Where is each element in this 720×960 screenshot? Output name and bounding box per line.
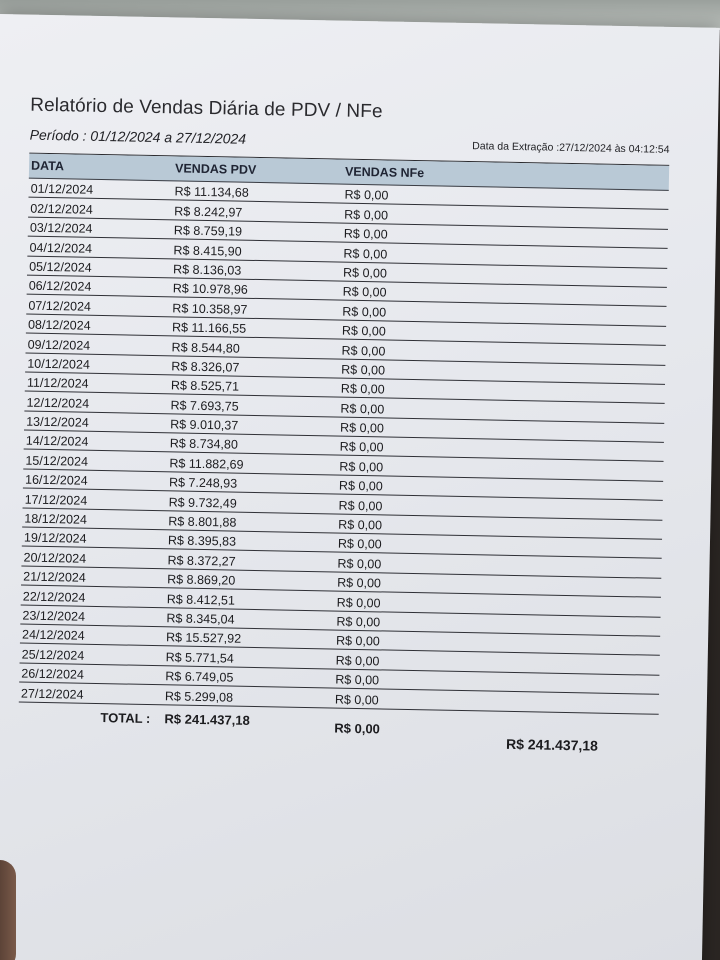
row-date: 15/12/2024 — [25, 453, 89, 469]
row-date: 04/12/2024 — [29, 240, 93, 256]
row-pdv: R$ 5.299,08 — [164, 688, 234, 705]
row-nfe: R$ 0,00 — [343, 246, 388, 262]
row-date: 26/12/2024 — [21, 666, 85, 682]
header-nfe: VENDAS NFe — [344, 164, 425, 181]
row-nfe: R$ 0,00 — [336, 614, 381, 630]
row-pdv: R$ 9.732,49 — [168, 494, 237, 511]
row-nfe: R$ 0,00 — [338, 478, 383, 494]
row-nfe: R$ 0,00 — [344, 207, 389, 223]
row-pdv: R$ 11.134,68 — [174, 184, 249, 201]
report-title: Relatório de Vendas Diária de PDV / NFe — [30, 94, 383, 123]
row-date: 25/12/2024 — [21, 647, 85, 663]
row-nfe: R$ 0,00 — [339, 459, 384, 475]
row-date: 07/12/2024 — [28, 298, 92, 314]
row-date: 06/12/2024 — [28, 278, 92, 295]
row-pdv: R$ 9.010,37 — [170, 417, 239, 433]
row-nfe: R$ 0,00 — [337, 575, 382, 591]
sales-report — [18, 95, 670, 755]
row-date: 16/12/2024 — [24, 472, 88, 489]
row-nfe: R$ 0,00 — [335, 633, 380, 649]
row-date: 09/12/2024 — [27, 337, 91, 353]
row-nfe: R$ 0,00 — [337, 537, 382, 552]
row-nfe: R$ 0,00 — [338, 498, 383, 514]
row-nfe: R$ 0,00 — [340, 381, 385, 397]
row-pdv: R$ 8.242,97 — [174, 204, 243, 220]
total-nfe: R$ 0,00 — [334, 720, 381, 736]
row-pdv: R$ 8.372,27 — [167, 553, 236, 569]
row-pdv: R$ 8.525,71 — [170, 378, 240, 394]
row-pdv: R$ 8.326,07 — [171, 359, 240, 375]
row-pdv: R$ 8.801,88 — [168, 514, 237, 530]
row-pdv: R$ 8.734,80 — [169, 436, 239, 453]
row-date: 12/12/2024 — [26, 395, 90, 411]
table-body — [19, 179, 669, 715]
row-pdv: R$ 11.166,55 — [171, 320, 247, 336]
row-nfe: R$ 0,00 — [342, 304, 387, 320]
row-nfe: R$ 0,00 — [337, 556, 382, 572]
row-date: 27/12/2024 — [20, 686, 84, 702]
row-nfe: R$ 0,00 — [343, 226, 388, 242]
row-pdv: R$ 6.749,05 — [165, 669, 234, 685]
row-pdv: R$ 10.358,97 — [172, 301, 248, 317]
row-nfe: R$ 0,00 — [341, 323, 386, 339]
row-date: 02/12/2024 — [30, 201, 93, 217]
grand-total: R$ 241.437,18 — [505, 735, 599, 754]
row-pdv: R$ 8.869,20 — [167, 572, 236, 588]
row-date: 21/12/2024 — [23, 569, 86, 585]
finger — [0, 860, 16, 960]
row-date: 03/12/2024 — [29, 220, 93, 236]
row-pdv: R$ 8.345,04 — [166, 611, 235, 627]
row-date: 22/12/2024 — [22, 589, 86, 605]
row-nfe: R$ 0,00 — [335, 672, 380, 688]
row-pdv: R$ 8.136,03 — [172, 262, 242, 278]
row-date: 17/12/2024 — [24, 492, 88, 508]
row-date: 14/12/2024 — [25, 434, 89, 450]
row-pdv: R$ 15.527,92 — [165, 630, 242, 647]
row-nfe: R$ 0,00 — [339, 420, 385, 436]
row-date: 20/12/2024 — [23, 550, 87, 566]
header-date: DATA — [30, 158, 65, 174]
row-nfe: R$ 0,00 — [344, 188, 389, 203]
row-nfe: R$ 0,00 — [342, 265, 388, 281]
row-nfe: R$ 0,00 — [336, 595, 381, 611]
row-date: 10/12/2024 — [27, 356, 90, 372]
extraction-date: Data da Extração :27/12/2024 às 04:12:54 — [472, 140, 670, 156]
row-nfe: R$ 0,00 — [334, 692, 379, 707]
row-nfe: R$ 0,00 — [339, 440, 384, 455]
row-nfe: R$ 0,00 — [341, 343, 386, 358]
row-pdv: R$ 7.248,93 — [168, 475, 238, 491]
row-date: 11/12/2024 — [26, 375, 89, 392]
row-date: 05/12/2024 — [29, 259, 92, 275]
row-pdv: R$ 8.412,51 — [166, 591, 236, 608]
row-date: 08/12/2024 — [27, 317, 91, 333]
row-nfe: R$ 0,00 — [342, 284, 387, 300]
row-nfe: R$ 0,00 — [338, 517, 383, 533]
row-date: 23/12/2024 — [22, 608, 86, 624]
row-date: 24/12/2024 — [21, 627, 85, 644]
report-paper — [0, 14, 720, 960]
row-pdv: R$ 8.544,80 — [171, 339, 240, 356]
row-nfe: R$ 0,00 — [341, 362, 386, 378]
row-date: 01/12/2024 — [30, 182, 94, 198]
row-nfe: R$ 0,00 — [335, 653, 380, 669]
row-nfe: R$ 0,00 — [340, 401, 385, 417]
row-pdv: R$ 8.395,83 — [167, 533, 237, 550]
row-pdv: R$ 8.759,19 — [173, 223, 243, 239]
row-pdv: R$ 10.978,96 — [172, 281, 248, 298]
row-pdv: R$ 8.415,90 — [173, 242, 242, 259]
total-pdv: R$ 241.437,18 — [164, 710, 250, 728]
report-period: Período : 01/12/2024 a 27/12/2024 — [29, 126, 247, 147]
row-date: 18/12/2024 — [24, 511, 88, 527]
row-date: 19/12/2024 — [23, 530, 87, 547]
header-pdv: VENDAS PDV — [174, 161, 257, 177]
total-label: TOTAL : — [100, 709, 151, 726]
row-pdv: R$ 11.882,69 — [169, 456, 244, 472]
row-pdv: R$ 7.693,75 — [170, 398, 239, 414]
row-date: 13/12/2024 — [26, 414, 89, 430]
row-pdv: R$ 5.771,54 — [165, 650, 234, 666]
